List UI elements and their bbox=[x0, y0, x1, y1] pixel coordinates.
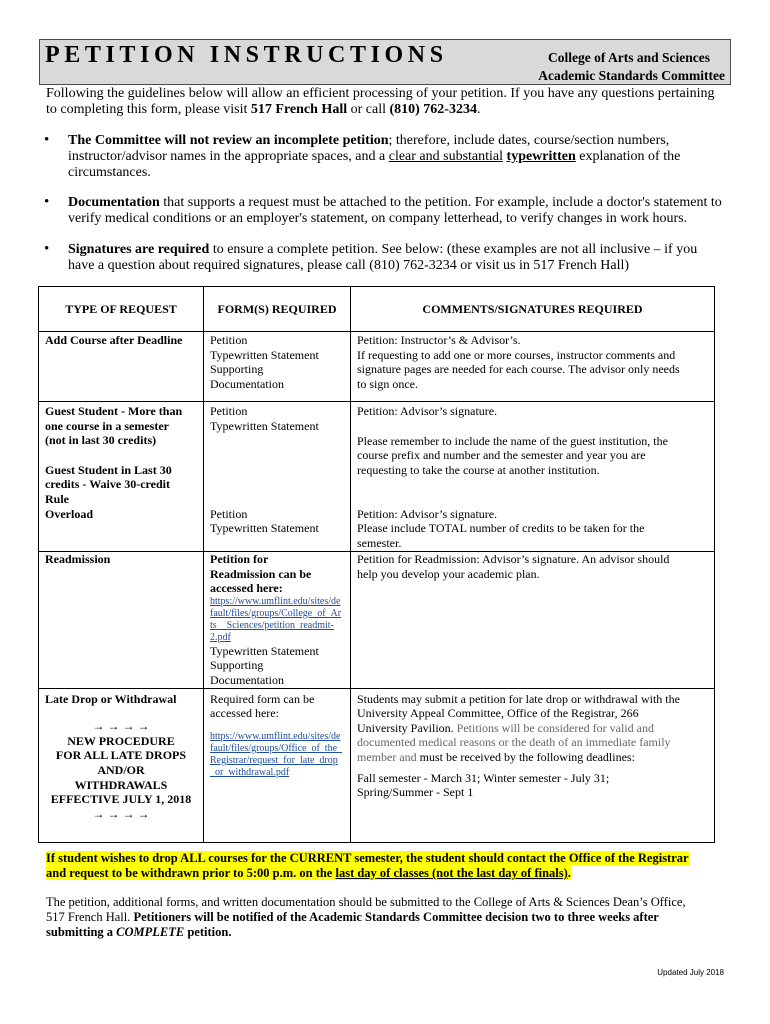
request-type: Add Course after Deadline bbox=[39, 332, 204, 402]
forms-required: Required form can be accessed here: https://www.umflint.edu/sites/de fault/files/groups/Office_of_the_ Registrar/request_for_late_drop _or_withdrawal.pdf bbox=[204, 688, 351, 842]
table-row bbox=[39, 402, 715, 507]
page-title: PETITION INSTRUCTIONS bbox=[45, 42, 448, 68]
comments: Students may submit a petition for late drop or withdrawal with the University Appeal Committee, Office of the Registrar, 266 University Pavilion. Petitions will be considered for valid and documented medical reasons or the death of an immediate family member and must be received by the following deadlines: Fall semester - March 31; Winter semester - July 31; Spring/Summer - Sept 1 bbox=[351, 688, 715, 842]
bullet-icon: • bbox=[44, 241, 50, 257]
bullet-signatures: Signatures are required to ensure a complete petition. See below: (these examples are not all inclusive – if you have a question about required signatures, please call (810) 762-3234 or visit us in 517 French Hall) bbox=[68, 242, 698, 273]
column-header: COMMENTS/SIGNATURES REQUIRED bbox=[351, 287, 715, 332]
intro-line-2: to completing this form, please visit 517 French Hall or call (810) 762-3234. bbox=[46, 102, 481, 117]
table-row bbox=[39, 332, 715, 402]
forms-required: Petition Typewritten Statement Supporting Documentation bbox=[204, 332, 351, 402]
comments: Petition: Advisor’s signature. Please remember to include the name of the guest institution, the course prefix and number and the semester and year you are requesting to take the course at another institution. bbox=[351, 402, 715, 507]
table-row bbox=[39, 688, 715, 842]
readmission-form-link[interactable]: https://www.umflint.edu/sites/de fault/files/groups/College_of_Ar ts__Sciences/petition_readmit- 2.pdf bbox=[210, 595, 342, 643]
college-name: College of Arts and Sciences bbox=[548, 50, 710, 65]
forms-required: Petition Typewritten Statement bbox=[204, 507, 351, 552]
committee-name: Academic Standards Committee bbox=[538, 68, 725, 83]
table-row bbox=[39, 552, 715, 689]
table-header-row bbox=[39, 287, 715, 332]
request-table bbox=[38, 286, 715, 843]
request-type: Guest Student - More than one course in a semester (not in last 30 credits) Guest Student in Last 30 credits - Waive 30-credit Rule bbox=[39, 402, 204, 507]
arrow-icons: → → → → bbox=[92, 719, 150, 734]
bullet-incomplete-petition: The Committee will not review an incomplete petition; therefore, include dates, course/section numbers, instructor/advisor names in the appropriate spaces, and a clear and substantial typewritten explanation of the circumstances. bbox=[68, 133, 681, 180]
forms-required: Petition Typewritten Statement bbox=[204, 402, 351, 507]
request-type: Overload bbox=[39, 507, 204, 552]
title-banner bbox=[39, 39, 731, 85]
submission-instructions: The petition, additional forms, and written documentation should be submitted to the College of Arts & Sciences Dean’s Office, 517 French Hall. Petitioners will be notified of the Academic Standards Committee decision two to three weeks after submitting a COMPLETE petition. bbox=[46, 895, 686, 939]
comments: Petition for Readmission: Advisor’s signature. An advisor should help you develop your academic plan. bbox=[351, 552, 715, 689]
bullet-documentation: Documentation that supports a request must be attached to the petition. For example, include a doctor's statement to verify medical conditions or an employer's statement, on company letterhead, to verify changes in work hours. bbox=[68, 195, 722, 226]
late-drop-form-link[interactable]: https://www.umflint.edu/sites/de fault/files/groups/Office_of_the_ Registrar/request_for_late_drop _or_withdrawal.pdf bbox=[210, 730, 343, 778]
column-header: FORM(S) REQUIRED bbox=[204, 287, 351, 332]
column-header: TYPE OF REQUEST bbox=[39, 287, 204, 332]
table-row bbox=[39, 507, 715, 552]
updated-date: Updated July 2018 bbox=[657, 968, 724, 977]
request-type: Late Drop or Withdrawal → → → → NEW PROCEDURE FOR ALL LATE DROPS AND/OR WITHDRAWALS EFFECTIVE JULY 1, 2018 → → → → bbox=[39, 688, 204, 842]
comments: Petition: Advisor’s signature. Please include TOTAL number of credits to be taken for the semester. bbox=[351, 507, 715, 552]
arrow-icons: → → → → bbox=[92, 806, 150, 821]
bullet-icon: • bbox=[44, 194, 50, 210]
forms-required: Petition for Readmission can be accessed here: https://www.umflint.edu/sites/de fault/files/groups/College_of_Ar ts__Sciences/petition_readmit- 2.pdf Typewritten Statement Supporting Documentation bbox=[204, 552, 351, 689]
intro-line-1: Following the guidelines below will allow an efficient processing of your petition. If you have any questions pertaining bbox=[46, 86, 715, 101]
comments: Petition: Instructor’s & Advisor’s. If requesting to add one or more courses, instructor comments and signature pages are needed for each course. The advisor only needs to sign once. bbox=[351, 332, 715, 402]
bullet-icon: • bbox=[44, 132, 50, 148]
new-procedure-notice: NEW PROCEDURE FOR ALL LATE DROPS AND/OR WITHDRAWALS EFFECTIVE JULY 1, 2018 bbox=[50, 733, 192, 807]
drop-all-courses-notice: If student wishes to drop ALL courses for the CURRENT semester, the student should contact the Office of the Registrar and request to be withdrawn prior to 5:00 p.m. on the last day of classes (not the last day of finals). bbox=[46, 851, 689, 880]
request-type: Readmission bbox=[39, 552, 204, 689]
